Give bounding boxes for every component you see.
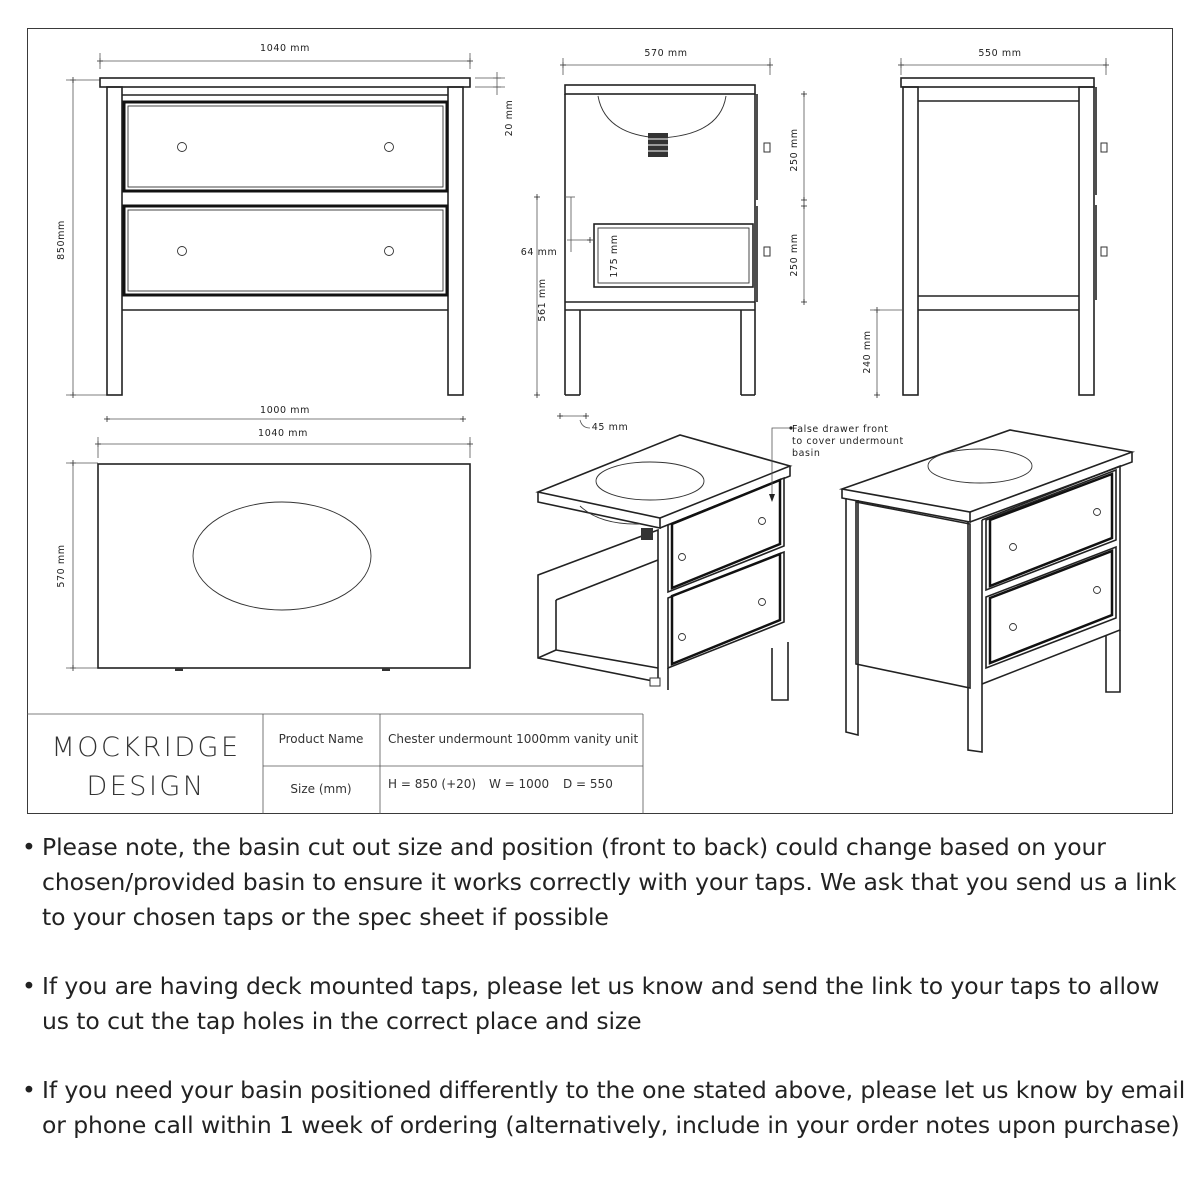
countertop <box>100 78 470 87</box>
title-block <box>27 714 643 814</box>
annotation-line-1: False drawer front <box>792 424 889 435</box>
perspective-cutaway <box>538 424 904 700</box>
note-deck-taps: • If you are having deck mounted taps, please let us know and send the link to your taps to allow us to cut the tap holes in the correct place and size <box>22 969 1192 1039</box>
dim-drawer-1: 250 mm <box>789 128 800 172</box>
dim-width-plan: 1040 mm <box>258 428 308 439</box>
section-view <box>521 48 804 433</box>
dim-drawer-2: 250 mm <box>789 233 800 277</box>
perspective-assembled <box>842 430 1132 752</box>
dim-inset: 64 mm <box>520 247 558 258</box>
dim-tray-depth: 175 mm <box>609 234 620 278</box>
notes-list <box>22 830 1192 1177</box>
knob-icon <box>385 247 394 256</box>
dim-width-inner: 1000 mm <box>260 405 310 416</box>
dim-section-width: 570 mm <box>644 48 688 59</box>
basin-bowl <box>598 96 726 138</box>
size-height: H = 850 (+20) <box>388 777 477 791</box>
dim-side-width: 550 mm <box>978 48 1022 59</box>
countertop-plan <box>98 464 470 668</box>
annotation-line-2: to cover undermount <box>792 436 904 447</box>
size-width: W = 1000 <box>489 777 550 791</box>
product-name-value: Chester undermount 1000mm vanity unit <box>388 732 639 746</box>
front-elevation <box>56 43 515 419</box>
side-view <box>862 48 1107 395</box>
product-name-label: Product Name <box>278 732 364 746</box>
plan-view <box>56 428 470 671</box>
dim-leg-rail: 240 mm <box>862 330 873 374</box>
knob-icon <box>178 143 187 152</box>
annotation-line-3: basin <box>792 448 821 459</box>
basin-cutout <box>193 502 371 610</box>
drawer-top <box>124 102 447 191</box>
dim-depth-plan: 570 mm <box>56 544 67 588</box>
dim-height-total: 850mm <box>56 220 67 260</box>
right-leg <box>448 87 463 395</box>
dim-top-thickness: 20 mm <box>504 99 515 137</box>
note-basin-cutout: • Please note, the basin cut out size and position (front to back) could change based on your chosen/provided basin to ensure it works correctly with your taps. We ask that you send us a link to your chosen taps or the spec sheet if possible <box>22 830 1192 935</box>
note-basin-position: • If you need your basin positioned differently to the one stated above, please let us know by email or phone call within 1 week of ordering (alternatively, include in your order notes upon purchase) <box>22 1073 1192 1143</box>
knob-icon <box>385 143 394 152</box>
knob-icon <box>178 247 187 256</box>
dim-leg: 45 mm <box>591 422 629 433</box>
brand-line-2: DESIGN <box>86 771 206 802</box>
size-label: Size (mm) <box>290 782 352 796</box>
drawer-bottom <box>124 206 447 295</box>
size-depth: D = 550 <box>563 777 613 791</box>
dim-width-top: 1040 mm <box>260 43 310 54</box>
left-leg <box>107 87 122 395</box>
dim-height-to-top: 561 mm <box>537 278 548 322</box>
brand-line-1: MOCKRIDGE <box>51 732 241 763</box>
